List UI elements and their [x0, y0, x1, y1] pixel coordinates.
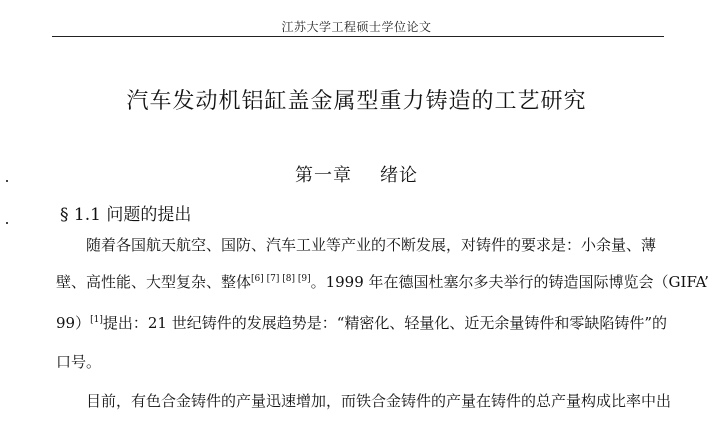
body-line-3 — [56, 316, 666, 331]
scan-speck — [6, 222, 8, 224]
scan-speck — [6, 180, 8, 182]
body-line-2-text-a: 壁、高性能、大型复杂、整体 — [56, 273, 252, 291]
chapter-name: 绪论 — [380, 165, 418, 186]
section-heading: § 1.1 问题的提出 — [60, 205, 192, 225]
body-line-4: 口号。 — [56, 353, 102, 371]
body-line-3-text-a: 99） — [56, 314, 91, 332]
citation-6-9: [6] [7] [8] [9] — [251, 274, 311, 284]
thesis-title: 汽车发动机铝缸盖金属型重力铸造的工艺研究 — [126, 89, 587, 114]
chapter-heading — [0, 161, 713, 187]
body-line-2-text-b: 。1999 年在德国杜塞尔多夫举行的铸造国际博览会（GIFA’ — [310, 273, 709, 291]
body-line-5: 目前，有色合金铸件的产量迅速增加，而铁合金铸件的产量在铸件的总产量构成比率中出 — [86, 392, 672, 410]
running-header: 江苏大学工程硕士学位论文 — [281, 20, 432, 34]
body-line-1: 随着各国航天航空、国防、汽车工业等产业的不断发展，对铸件的要求是：小余量、薄 — [86, 236, 657, 254]
chapter-number: 第一章 — [295, 165, 352, 186]
body-line-2 — [56, 273, 709, 291]
citation-1: [1] — [90, 315, 103, 325]
header-rule — [52, 36, 664, 37]
body-line-3-text-b: 提出：21 世纪铸件的发展趋势是：“精密化、轻量化、近无余量铸件和零缺陷铸件”的 — [102, 314, 668, 332]
